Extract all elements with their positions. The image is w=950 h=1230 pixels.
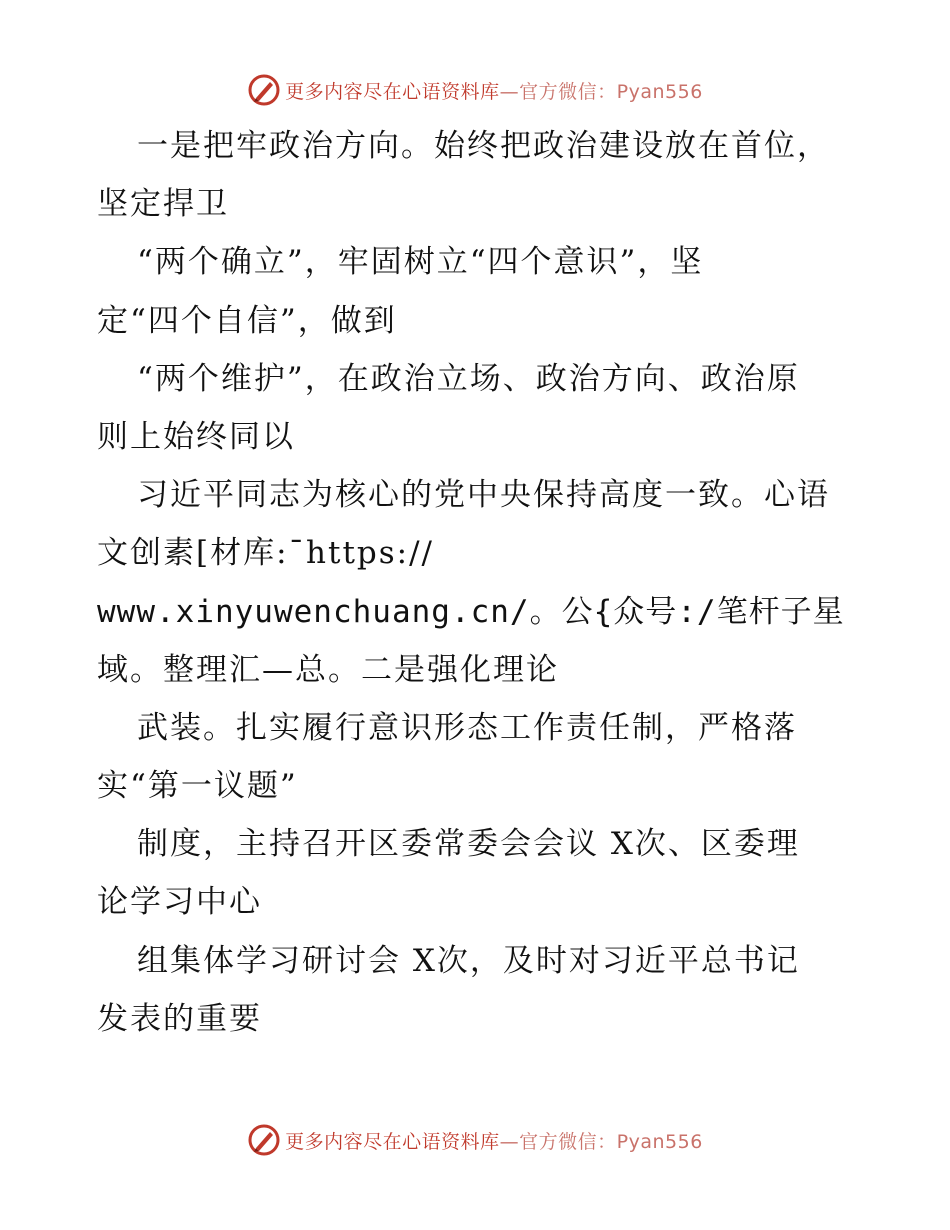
header-banner-main: 更多内容尽在心语资料库 (285, 80, 500, 103)
footer-banner (0, 1120, 950, 1160)
body-line: 文创素[材库:¯https:// (97, 535, 435, 572)
body-line: 武装。扎实履行意识形态工作责任制，严格落 (137, 709, 797, 746)
body-line: 发表的重要 (97, 1000, 262, 1037)
body-line: “两个维护”，在政治立场、政治方向、政治原 (137, 360, 800, 397)
header-banner (0, 70, 950, 110)
footer-banner-text (285, 1127, 703, 1154)
header-banner-text (285, 77, 703, 104)
body-line: 定“四个自信”，做到 (97, 302, 397, 339)
body-line: 制度，主持召开区委常委会会议 X次、区委理 (137, 826, 800, 863)
body-line: 域。整理汇—总。二是强化理论 (97, 651, 559, 688)
body-line: 习近平同志为核心的党中央保持高度一致。心语 (137, 477, 830, 514)
body-line-url: www.xinyuwenchuang.cn/。公{众号:/笔杆子星 (97, 593, 845, 630)
footer-banner-main: 更多内容尽在心语资料库 (285, 1130, 500, 1153)
body-line: 组集体学习研讨会 X次，及时对习近平总书记 (137, 942, 800, 979)
body-line: “两个确立”，牢固树立“四个意识”，坚 (137, 244, 704, 281)
header-banner-tail: —官方微信：Pyan556 (499, 80, 703, 103)
pen-logo-icon (247, 73, 281, 107)
body-line: 坚定捍卫 (97, 186, 229, 223)
body-line: 实“第一议题” (97, 768, 298, 805)
footer-banner-tail: —官方微信：Pyan556 (499, 1130, 703, 1153)
document-body (97, 117, 877, 1048)
body-line: 一是把牢政治方向。始终把政治建设放在首位， (137, 128, 830, 164)
body-line: 则上始终同以 (97, 418, 295, 455)
body-line: 论学习中心 (97, 884, 262, 921)
pen-logo-icon (247, 1123, 281, 1157)
